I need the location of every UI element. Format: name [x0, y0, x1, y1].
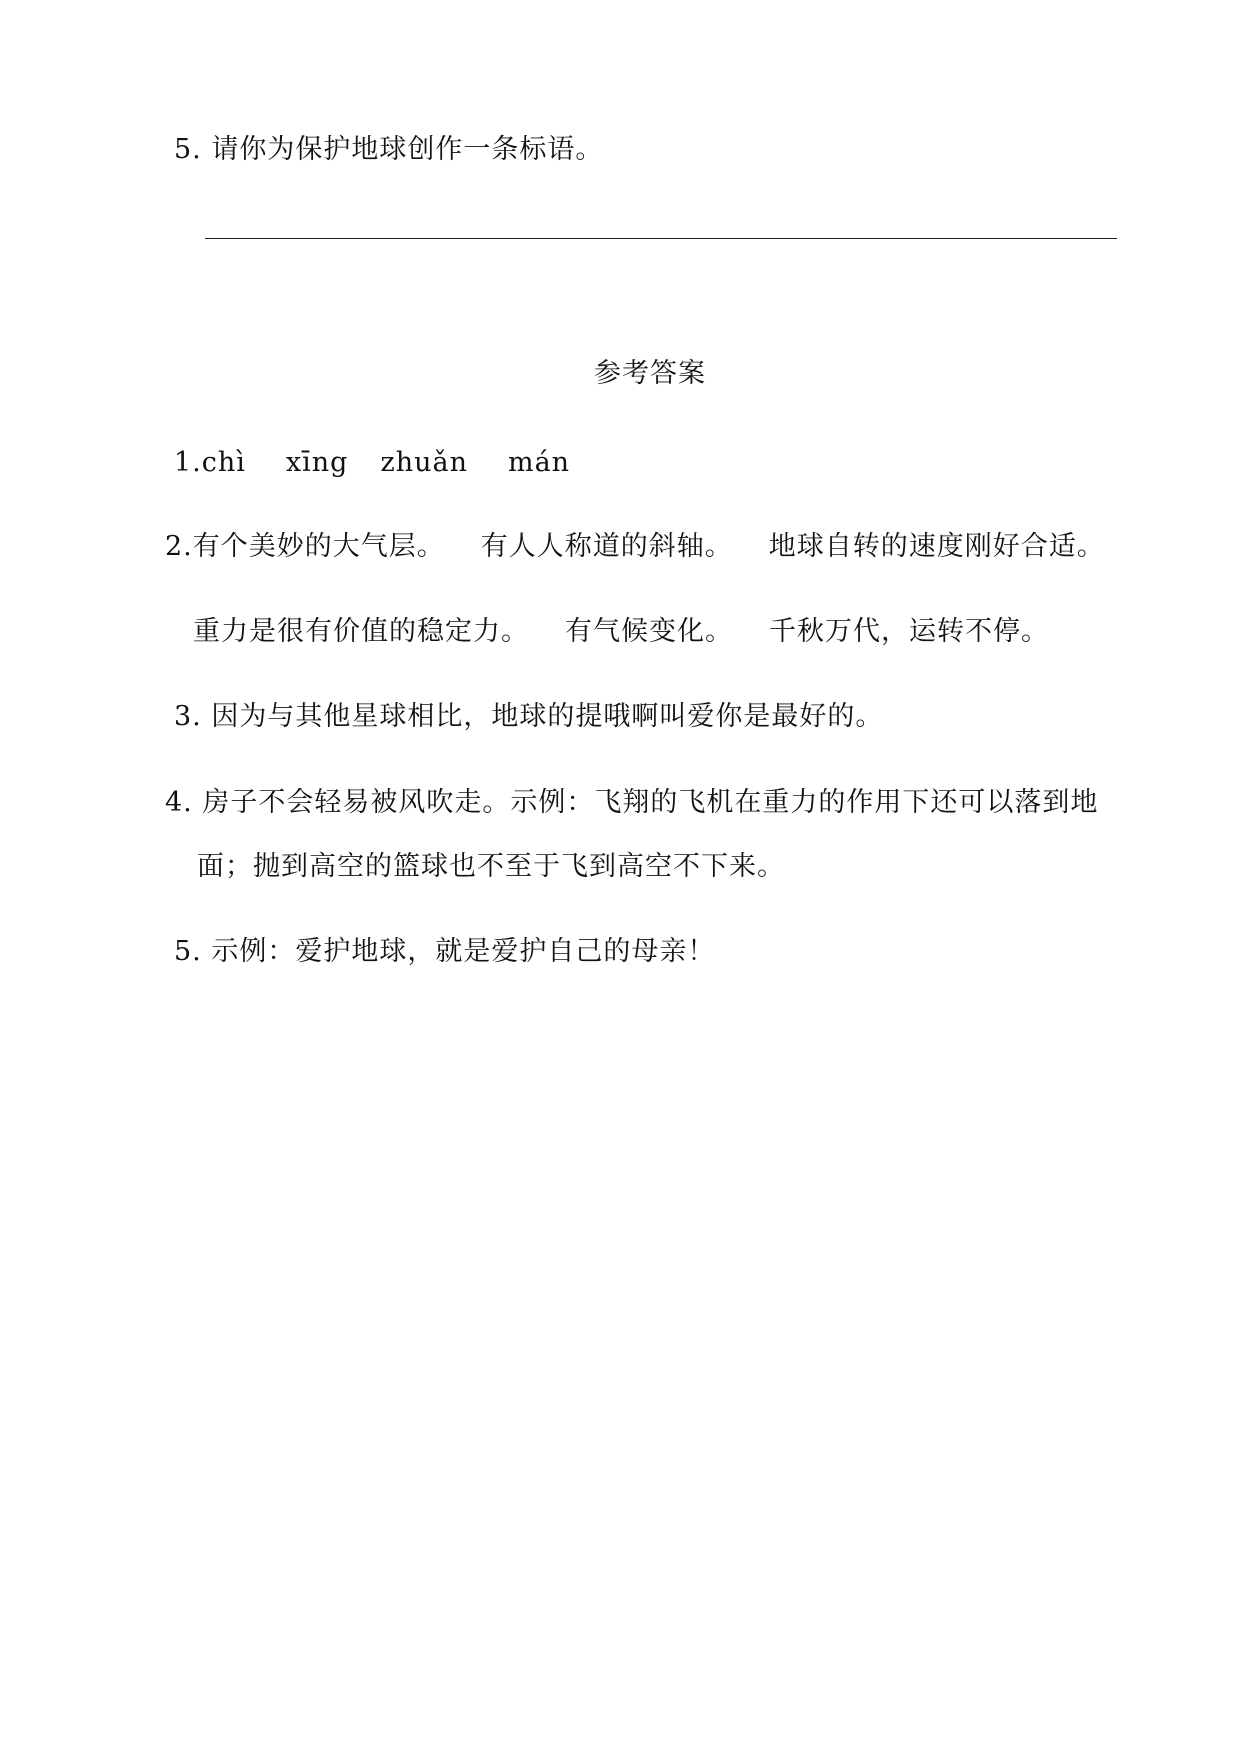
answer-2-item-5: 有气候变化。	[565, 616, 733, 647]
answer-2-line-2	[193, 615, 1049, 649]
pinyin-3: zhuǎn	[380, 447, 468, 478]
answer-key-heading: 参考答案	[594, 358, 706, 389]
answer-1-number: 1.	[174, 447, 202, 478]
answer-2-item-6: 千秋万代，运转不停。	[769, 616, 1049, 647]
answer-5: 5. 示例：爱护地球，就是爱护自己的母亲！	[174, 936, 716, 967]
question-5: 5. 请你为保护地球创作一条标语。	[174, 134, 604, 165]
answer-2-item-4: 重力是很有价值的稳定力。	[193, 616, 529, 647]
answer-3: 3. 因为与其他星球相比，地球的提哦啊叫爱你是最好的。	[174, 701, 884, 732]
answer-4-line-2: 面；抛到高空的篮球也不至于飞到高空不下来。	[197, 851, 785, 882]
answer-2-line-1	[165, 530, 1105, 564]
answer-2-item-1: 有个美妙的大气层。	[192, 531, 445, 562]
answer-4-line-1: 4. 房子不会轻易被风吹走。示例：飞翔的飞机在重力的作用下还可以落到地	[165, 787, 1099, 818]
pinyin-1: chì	[201, 447, 246, 478]
answer-1	[174, 446, 570, 480]
pinyin-2: xīng	[285, 447, 349, 478]
pinyin-4: mán	[507, 447, 571, 478]
answer-2-number: 2.	[165, 531, 193, 562]
answer-2-item-3: 地球自转的速度刚好合适。	[768, 531, 1105, 562]
answer-blank-line[interactable]	[205, 238, 1117, 239]
answer-2-item-2: 有人人称道的斜轴。	[480, 531, 733, 562]
